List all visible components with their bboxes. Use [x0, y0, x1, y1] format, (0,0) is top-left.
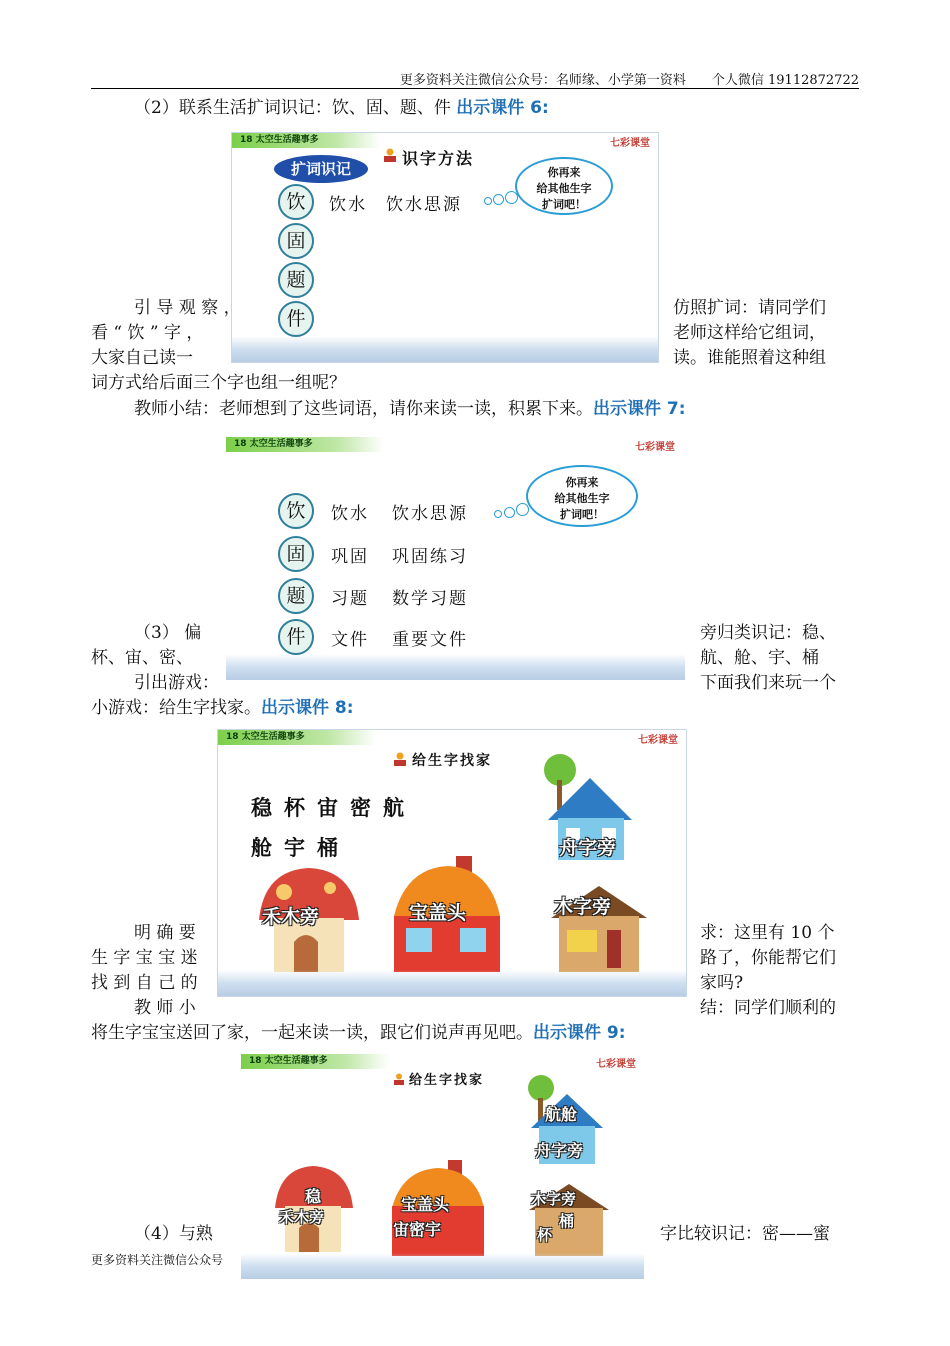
- courseware-7-link[interactable]: 出示课件 7:: [593, 399, 686, 419]
- courseware-9-link[interactable]: 出示课件 9:: [533, 1023, 626, 1043]
- house-label-hemu: 禾木旁: [279, 1208, 325, 1226]
- thought-dot: [493, 194, 504, 205]
- slide-6: [231, 132, 659, 363]
- book-icon: [393, 752, 407, 772]
- house-label-mu: 木字旁: [554, 896, 612, 918]
- word: 饮水思源: [386, 195, 462, 215]
- page-footer: 更多资料关注微信公众号: [91, 1253, 224, 1267]
- word: 饮水: [331, 504, 369, 524]
- char-circle: 件: [278, 301, 314, 337]
- house-label-zhou: 舟字旁: [559, 837, 617, 859]
- word: 巩固练习: [392, 547, 468, 567]
- para2-line4: 词方式给后面三个字也组一组呢？: [91, 373, 346, 393]
- para5-line1-left: 明 确 要: [134, 923, 196, 943]
- snow-ground: [232, 336, 658, 362]
- paragraph-1-text: （2）联系生活扩词识记：饮、固、题、件: [134, 98, 457, 118]
- house-chars-mu-2: 杯: [537, 1226, 553, 1244]
- para5-line4-left: 教 师 小: [134, 998, 196, 1018]
- brand-logo: 七彩课堂: [610, 138, 650, 149]
- header-rule: [91, 88, 859, 89]
- courseware-6-link[interactable]: 出示课件 6:: [456, 98, 549, 118]
- house-chars-hemu: 稳: [305, 1187, 322, 1206]
- slide-heading: 给生字找家: [412, 753, 492, 769]
- char-circle: 饮: [278, 184, 314, 220]
- char-circle: 饮: [278, 493, 314, 529]
- char-circle: 件: [278, 619, 314, 655]
- char-circle: 固: [278, 536, 314, 572]
- paragraph-3: [134, 397, 686, 422]
- house-label-mu: 木字旁: [531, 1190, 577, 1208]
- house-label-zhou: 舟字旁: [535, 1141, 584, 1160]
- cloud-line: 给其他生字: [536, 182, 592, 195]
- para5-line3-right: 家吗?: [700, 973, 744, 993]
- paragraph-1: [134, 96, 549, 121]
- para5-line3-left: 找 到 自 己 的: [91, 973, 198, 993]
- para2-line1-right: 仿照扩词：请同学们: [673, 298, 826, 318]
- snow-ground: [241, 1253, 644, 1279]
- brand-logo: 七彩课堂: [638, 735, 678, 746]
- char-circle: 题: [278, 262, 314, 298]
- para2-line1-left: 引 导 观 察 ，: [134, 298, 241, 318]
- slide-tag: 18 太空生活趣事多: [226, 437, 384, 452]
- para2-line3-right: 读。谁能照着这种组: [673, 348, 826, 368]
- para4-line2-left: 杯、宙、密、: [91, 648, 193, 668]
- slide-7: [226, 437, 685, 680]
- word: 重要文件: [392, 630, 468, 650]
- paragraph-3-text: 教师小结：老师想到了这些词语，请你来读一读，积累下来。: [134, 399, 593, 419]
- cloud-line: 扩词吧！: [542, 198, 586, 211]
- para5-line5-text: 将生字宝宝送回了家，一起来读一读，跟它们说声再见吧。: [91, 1023, 533, 1043]
- thought-cloud: [515, 157, 613, 215]
- char-circle: 固: [278, 223, 314, 259]
- cloud-line: 你再来: [547, 166, 581, 179]
- word: 饮水思源: [392, 504, 468, 524]
- thought-dot: [484, 197, 492, 205]
- word: 巩固: [331, 547, 369, 567]
- slide-tag: 18 太空生活趣事多: [241, 1054, 389, 1069]
- word: 文件: [331, 630, 369, 650]
- para6-left: （4）与熟: [134, 1224, 213, 1244]
- page-header: 更多资料关注微信公众号：名师缘、小学第一资料 个人微信 19112872722: [399, 73, 859, 88]
- para6-right: 字比较识记：密——蜜: [660, 1224, 830, 1244]
- word: 饮水: [329, 195, 367, 215]
- para4-line3-right: 下面我们来玩一个: [700, 673, 836, 693]
- chars-row-2: 舱宇桶: [251, 835, 350, 860]
- para5-line5: [91, 1021, 626, 1046]
- para4-line1-left: （3） 偏: [134, 623, 202, 643]
- para5-line1-right: 求：这里有 10 个: [700, 923, 835, 943]
- para5-line2-right: 路了，你能帮它们: [700, 948, 836, 968]
- cloud-line: 给其他生字: [554, 492, 610, 505]
- slide-tag: 18 太空生活趣事多: [218, 730, 376, 745]
- thought-cloud: [526, 465, 638, 527]
- para4-line3-left: 引出游戏：: [134, 673, 219, 693]
- para2-line3-left: 大家自己读一: [91, 348, 193, 368]
- house-label-bao: 宝盖头: [401, 1195, 450, 1214]
- book-icon: [383, 148, 397, 168]
- snow-ground: [226, 654, 685, 680]
- char-circle: 题: [278, 578, 314, 614]
- house-chars-zhou: 航舱: [545, 1105, 578, 1124]
- snow-ground: [218, 970, 686, 996]
- para4-line1-right: 旁归类识记：稳、: [700, 623, 836, 643]
- word: 数学习题: [392, 589, 468, 609]
- house-label-bao: 宝盖头: [409, 902, 467, 924]
- slide-heading: 给生字找家: [409, 1073, 485, 1088]
- house-chars-mu: 桶: [559, 1212, 575, 1230]
- cloud-line: 你再来: [565, 476, 599, 489]
- cloud-line: 扩词吧！: [560, 508, 604, 521]
- house-chars-bao: 宙密宇: [393, 1220, 442, 1239]
- slide-8: [217, 729, 687, 997]
- para5-line2-left: 生 字 宝 宝 迷: [91, 948, 198, 968]
- para5-line4-right: 结：同学们顺利的: [700, 998, 836, 1018]
- para2-line2-left: 看 “ 饮 ” 字 ，: [91, 323, 204, 343]
- house-label-hemu: 禾木旁: [262, 906, 320, 928]
- para4-line4-text: 小游戏：给生字找家。: [91, 698, 261, 718]
- chars-row-1: 稳杯宙密航: [251, 795, 416, 820]
- method-badge: 扩词识记: [274, 155, 368, 183]
- slide-tag: 18 太空生活趣事多: [232, 133, 380, 148]
- word: 习题: [331, 589, 369, 609]
- book-icon: [393, 1072, 405, 1091]
- para2-line2-right: 老师这样给它组词，: [673, 323, 826, 343]
- slide-heading: 识字方法: [402, 149, 475, 168]
- slide-9: [241, 1054, 644, 1279]
- brand-logo: 七彩课堂: [596, 1059, 636, 1070]
- para4-line2-right: 航、舱、宇、桶: [700, 648, 819, 668]
- thought-dot: [494, 510, 502, 518]
- courseware-8-link[interactable]: 出示课件 8:: [261, 698, 354, 718]
- para4-line4: [91, 696, 354, 721]
- thought-dot: [504, 507, 515, 518]
- brand-logo: 七彩课堂: [635, 442, 675, 453]
